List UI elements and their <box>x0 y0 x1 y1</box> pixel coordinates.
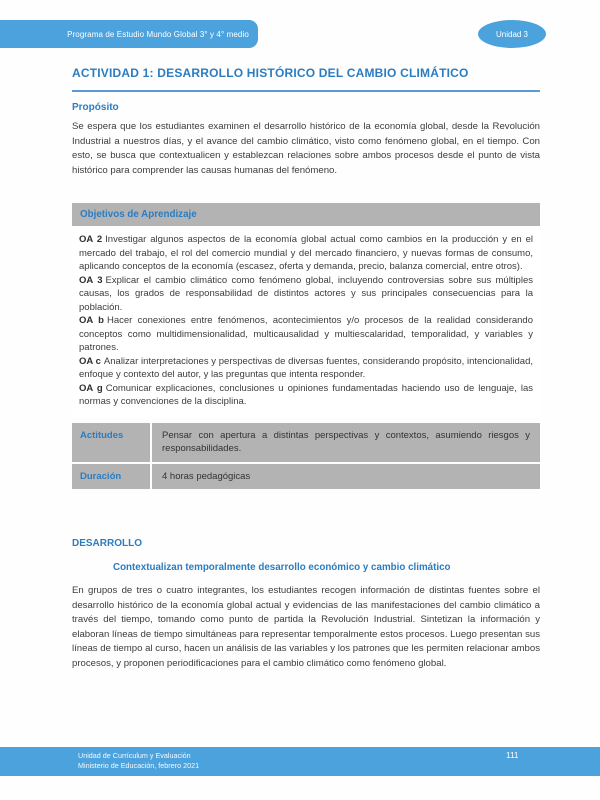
proposito-paragraph: Se espera que los estudiantes examinen el desarrollo histórico de la economía global, desde la Revolución Industrial a nuestros días, y el avance del cambio climático, visto como fenómeno global, en el tiempo. Con esto, se busca que contextualicen y establezcan relaciones sobre ambos procesos desde el punto de vista histórico para comprender las causas humanas del fenómeno. <box>72 121 540 176</box>
objective-code: OA 2 <box>79 234 103 245</box>
footer-line2: Ministerio de Educación, febrero 2021 <box>78 761 200 770</box>
objective-text: Hacer conexiones entre fenómenos, acontecimientos y/o procesos de la realidad considerando conceptos como multidimensionalidad, multicausalidad y multiescalaridad, temporalidad, y variables y patrones. <box>79 315 533 353</box>
objective-item-oab <box>79 314 533 355</box>
objective-text: Investigar algunos aspectos de la economía global actual como cambios en la producción y en el mercado del trabajo, el rol del comercio mundial y del mercado financiero, y nuevas formas de consumo, aplicando conceptos de la economía (escasez, oferta y demanda, precio, balanza comercial, entre otros). <box>79 234 534 272</box>
objective-item-oac <box>79 355 533 382</box>
actitudes-row <box>72 423 540 462</box>
objective-item-oag <box>79 382 533 409</box>
actitudes-value: Pensar con apertura a distintas perspectivas y contextos, asumiendo riesgos y responsabilidades. <box>152 423 540 462</box>
desarrollo-paragraph: En grupos de tres o cuatro integrantes, los estudiantes recogen información de distintas fuentes sobre el desarrollo histórico de la economía global actual y evidencias de las manifestaciones del cambio climático a través del tiempo, tomando como punto de partida la Revolución Industrial. Sintetizan la información y elaboran líneas de tiempo simultáneas para representar temporalmente estos procesos. Luego presentan sus líneas de tiempo al curso, hacen un análisis de las variables y los patrones que les permiten relacionar ambos procesos, y proponen periodificaciones para el cambio climático como fenómeno global. <box>72 585 540 669</box>
objective-item-oa3 <box>79 274 533 315</box>
objetivos-table-header: Objetivos de Aprendizaje <box>72 203 540 228</box>
footer-bar <box>0 747 600 776</box>
objetivos-table <box>72 203 540 489</box>
duracion-value: 4 horas pedagógicas <box>152 464 540 490</box>
program-header-bar <box>0 20 258 48</box>
page-number: 111 <box>506 751 519 760</box>
unit-badge-label: Unidad 3 <box>495 29 529 39</box>
objective-text: Analizar interpretaciones y perspectivas de diversas fuentes, considerando propósito, intencionalidad, enfoque y contexto del autor, y las preguntas que intenta responder. <box>79 355 534 380</box>
objetivos-table-body <box>72 228 540 416</box>
duracion-row <box>72 464 540 490</box>
objective-text: Comunicar explicaciones, conclusiones u opiniones fundamentadas haciendo uso de lenguaje, las normas y convenciones de la disciplina. <box>79 382 533 407</box>
actitudes-label: Actitudes <box>72 423 150 462</box>
objective-text: Explicar el cambio climático como fenómeno global, incluyendo controversias sobre sus múltiples causas, los grados de responsabilidad de distintos actores y sus principales consecuencias para la población. <box>79 274 533 313</box>
proposito-heading: Propósito <box>72 102 119 113</box>
program-header-label: Programa de Estudio Mundo Global 3° y 4° medio <box>67 29 249 39</box>
page-title: ACTIVIDAD 1: DESARROLLO HISTÓRICO DEL CAMBIO CLIMÁTICO <box>72 66 540 92</box>
unit-badge <box>478 20 546 48</box>
objective-item-oa2 <box>79 233 533 274</box>
objective-code: OA g <box>79 382 103 394</box>
objective-code: OA c <box>79 355 101 367</box>
objective-code: OA 3 <box>79 274 103 286</box>
objective-code: OA b <box>79 315 104 326</box>
desarrollo-subheading: Contextualizan temporalmente desarrollo económico y cambio climático <box>113 562 451 573</box>
duracion-label: Duración <box>72 464 150 490</box>
footer-line1: Unidad de Currículum y Evaluación <box>78 751 191 760</box>
footer-credits <box>78 751 199 771</box>
desarrollo-heading: DESARROLLO <box>72 538 142 549</box>
